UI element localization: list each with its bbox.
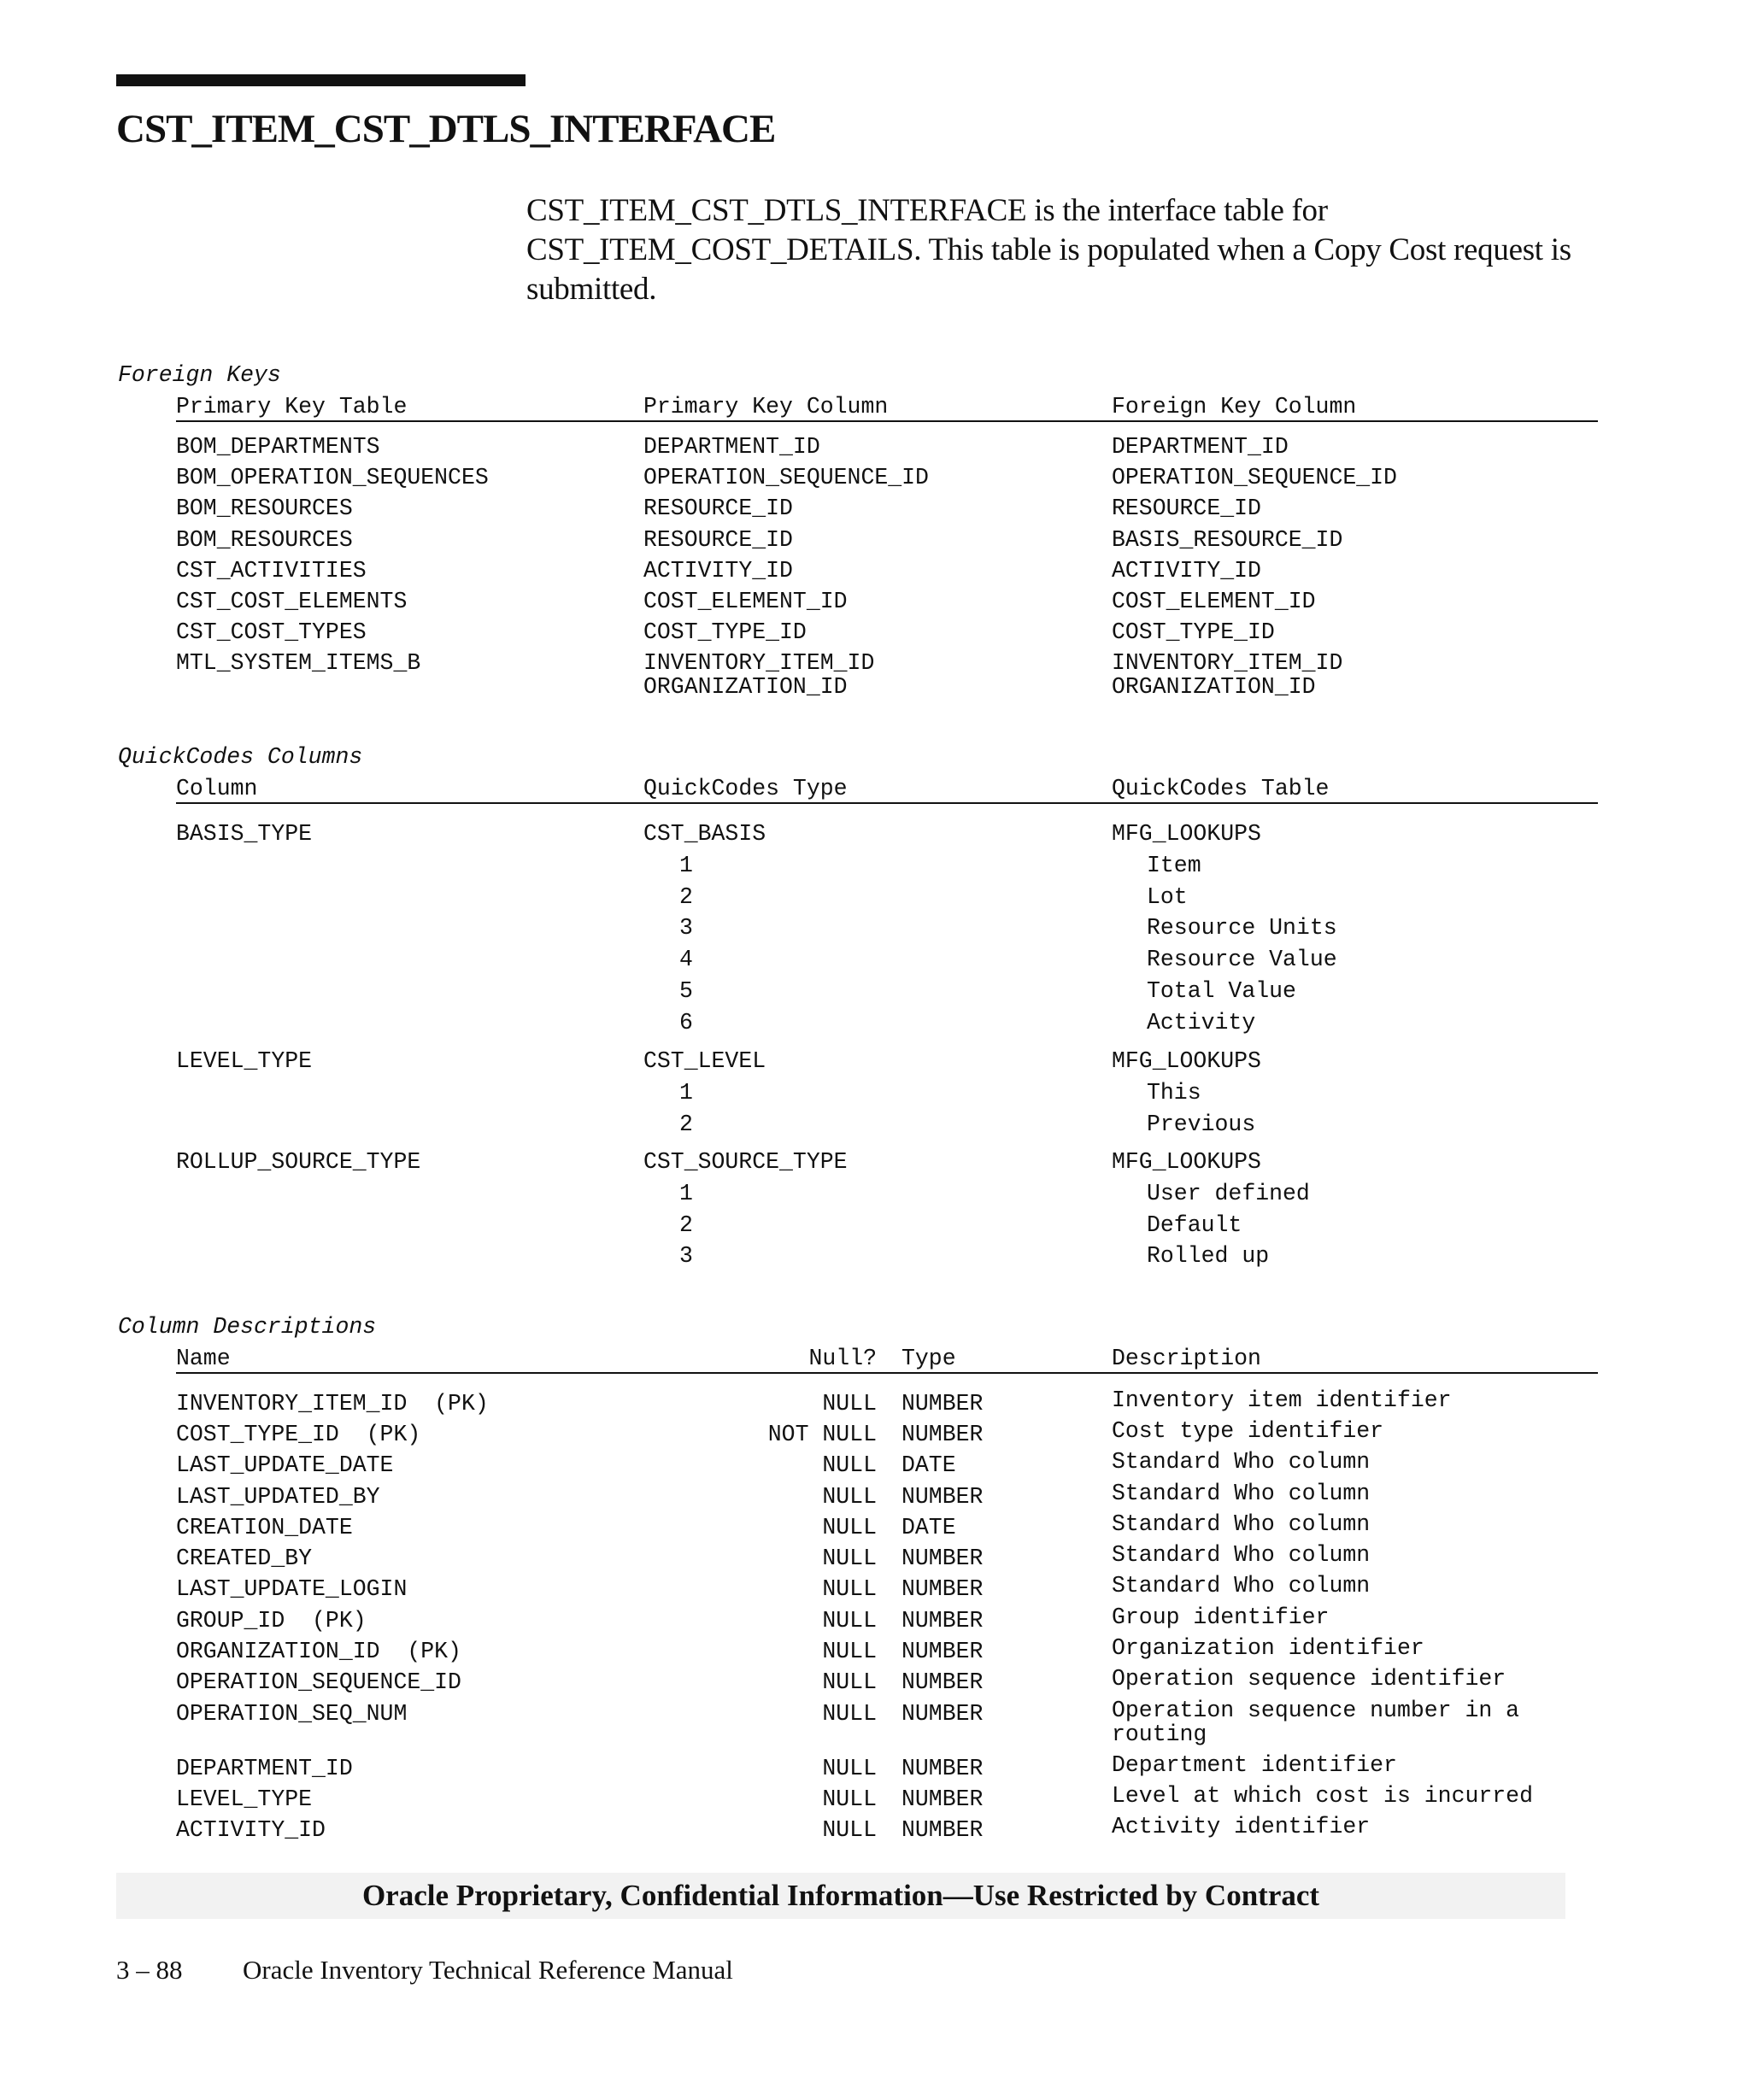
cell: Standard Who column bbox=[1112, 1481, 1371, 1506]
cell: NULL bbox=[822, 1817, 877, 1843]
cell: MFG_LOOKUPS bbox=[1112, 821, 1261, 847]
page-number: 3 – 88 bbox=[116, 1955, 183, 1985]
cell: Standard Who column bbox=[1112, 1449, 1371, 1475]
confidential-banner: Oracle Proprietary, Confidential Information––Use Restricted by Contract bbox=[116, 1873, 1565, 1919]
table-row bbox=[0, 617, 1750, 648]
cell: NUMBER bbox=[901, 1817, 984, 1843]
code: 2 bbox=[679, 1212, 693, 1238]
cell: Standard Who column bbox=[1112, 1542, 1371, 1568]
table-row bbox=[0, 1481, 1750, 1512]
table-row bbox=[0, 555, 1750, 586]
cell: LEVEL_TYPE bbox=[176, 1048, 313, 1074]
table-row bbox=[0, 1698, 1750, 1747]
quickcode-value bbox=[0, 1109, 1750, 1140]
cell: LAST_UPDATE_LOGIN bbox=[176, 1576, 408, 1602]
cell: DATE bbox=[901, 1452, 956, 1478]
cell: Standard Who column bbox=[1112, 1511, 1371, 1537]
table-row bbox=[0, 1419, 1750, 1450]
code: 3 bbox=[679, 915, 693, 941]
header-cell: Description bbox=[1112, 1346, 1261, 1371]
table-header bbox=[0, 1343, 1750, 1374]
table-row bbox=[0, 1605, 1750, 1636]
cell: OPERATION_SEQUENCE_ID bbox=[176, 1669, 461, 1695]
cell: BOM_OPERATION_SEQUENCES bbox=[176, 465, 489, 490]
cell: OPERATION_SEQUENCE_ID bbox=[1112, 465, 1397, 490]
cell: NUMBER bbox=[901, 1786, 984, 1812]
cell: NUMBER bbox=[901, 1756, 984, 1781]
header-cell: Name bbox=[176, 1346, 231, 1371]
header-cell: Column bbox=[176, 776, 258, 801]
cell: COST_ELEMENT_ID bbox=[1112, 589, 1316, 614]
quickcode-value bbox=[0, 1241, 1750, 1271]
code: 1 bbox=[679, 1181, 693, 1206]
code: 2 bbox=[679, 884, 693, 910]
quickcode-value bbox=[0, 882, 1750, 912]
code: 4 bbox=[679, 947, 693, 972]
table-row bbox=[0, 493, 1750, 524]
meaning: Item bbox=[1147, 853, 1201, 878]
table-header bbox=[0, 773, 1750, 804]
cell: ORGANIZATION_ID (PK) bbox=[176, 1639, 461, 1664]
cell: NUMBER bbox=[901, 1576, 984, 1602]
quickcode-value bbox=[0, 1210, 1750, 1241]
cell: NUMBER bbox=[901, 1422, 984, 1447]
table-row bbox=[0, 1388, 1750, 1419]
cell: Standard Who column bbox=[1112, 1573, 1371, 1598]
table-row bbox=[0, 431, 1750, 462]
cell: BASIS_TYPE bbox=[176, 821, 313, 847]
cell: NULL bbox=[822, 1484, 877, 1510]
cell: CST_SOURCE_TYPE bbox=[643, 1149, 848, 1175]
cell: CREATION_DATE bbox=[176, 1515, 353, 1540]
cell: RESOURCE_ID bbox=[1112, 496, 1261, 521]
quickcode-group bbox=[0, 1147, 1750, 1177]
cell: NUMBER bbox=[901, 1608, 984, 1634]
cell: CST_COST_TYPES bbox=[176, 619, 367, 645]
cell: INVENTORY_ITEM_ID bbox=[643, 650, 875, 676]
cell: RESOURCE_ID bbox=[643, 496, 793, 521]
cell: ACTIVITY_ID bbox=[1112, 558, 1261, 584]
foreign-keys-title: Foreign Keys bbox=[118, 362, 281, 388]
table-row bbox=[0, 648, 1750, 699]
code: 6 bbox=[679, 1010, 693, 1035]
cell: NULL bbox=[822, 1515, 877, 1540]
cell: LAST_UPDATE_DATE bbox=[176, 1452, 394, 1478]
cell: BOM_RESOURCES bbox=[176, 527, 353, 553]
quickcode-value bbox=[0, 850, 1750, 881]
cell: LAST_UPDATED_BY bbox=[176, 1484, 380, 1510]
cell: INVENTORY_ITEM_ID (PK) bbox=[176, 1391, 489, 1417]
intro-paragraph: CST_ITEM_CST_DTLS_INTERFACE is the interface table for CST_ITEM_COST_DETAILS. This table is populated when a Copy Cost request is submitted. bbox=[526, 193, 1571, 307]
cell: ROLLUP_SOURCE_TYPE bbox=[176, 1149, 421, 1175]
cell: DEPARTMENT_ID bbox=[1112, 434, 1289, 460]
cell: NUMBER bbox=[901, 1669, 984, 1695]
cell: NULL bbox=[822, 1756, 877, 1781]
quickcode-value bbox=[0, 1178, 1750, 1209]
cell: OPERATION_SEQUENCE_ID bbox=[643, 465, 929, 490]
cell: CST_BASIS bbox=[643, 821, 766, 847]
cell: ORGANIZATION_ID bbox=[1112, 674, 1316, 700]
meaning: This bbox=[1147, 1080, 1201, 1106]
cell: OPERATION_SEQ_NUM bbox=[176, 1701, 408, 1727]
cell: NUMBER bbox=[901, 1391, 984, 1417]
cell: NULL bbox=[822, 1391, 877, 1417]
header-rule bbox=[176, 1372, 1598, 1374]
code: 1 bbox=[679, 853, 693, 878]
table-row bbox=[0, 462, 1750, 493]
header-rule bbox=[176, 420, 1598, 422]
cell: DEPARTMENT_ID bbox=[643, 434, 820, 460]
table-row bbox=[0, 525, 1750, 555]
cell: Cost type identifier bbox=[1112, 1418, 1384, 1444]
cell: ACTIVITY_ID bbox=[643, 558, 793, 584]
header-cell: QuickCodes Table bbox=[1112, 776, 1330, 801]
meaning: Total Value bbox=[1147, 978, 1296, 1004]
header-cell: Primary Key Column bbox=[643, 394, 889, 419]
cell: Operation sequence identifier bbox=[1112, 1666, 1506, 1692]
quickcode-value bbox=[0, 976, 1750, 1006]
cell: RESOURCE_ID bbox=[643, 527, 793, 553]
cell: NUMBER bbox=[901, 1701, 984, 1727]
cell: DEPARTMENT_ID bbox=[176, 1756, 353, 1781]
cell: Operation sequence number in a routing bbox=[1112, 1698, 1520, 1747]
table-row bbox=[0, 1784, 1750, 1815]
code: 3 bbox=[679, 1243, 693, 1269]
meaning: Activity bbox=[1147, 1010, 1256, 1035]
quickcode-group bbox=[0, 818, 1750, 849]
cell: Activity identifier bbox=[1112, 1814, 1371, 1839]
cell: NULL bbox=[822, 1452, 877, 1478]
column-descriptions-title: Column Descriptions bbox=[118, 1314, 377, 1340]
page-title: CST_ITEM_CST_DTLS_INTERFACE bbox=[116, 107, 776, 151]
quickcode-value bbox=[0, 1007, 1750, 1038]
cell: Group identifier bbox=[1112, 1604, 1330, 1630]
cell: MFG_LOOKUPS bbox=[1112, 1048, 1261, 1074]
table-row bbox=[0, 1667, 1750, 1698]
cell: NUMBER bbox=[901, 1484, 984, 1510]
quickcodes-title: QuickCodes Columns bbox=[118, 744, 363, 770]
header-cell: Type bbox=[901, 1346, 956, 1371]
cell: COST_TYPE_ID (PK) bbox=[176, 1422, 421, 1447]
quickcode-group bbox=[0, 1046, 1750, 1076]
table-row bbox=[0, 1753, 1750, 1784]
code: 1 bbox=[679, 1080, 693, 1106]
cell: ORGANIZATION_ID bbox=[643, 674, 848, 700]
quickcode-value bbox=[0, 944, 1750, 975]
header-rule bbox=[176, 802, 1598, 804]
cell: INVENTORY_ITEM_ID bbox=[1112, 650, 1343, 676]
cell: MTL_SYSTEM_ITEMS_B bbox=[176, 650, 421, 676]
meaning: Resource Units bbox=[1147, 915, 1337, 941]
cell: COST_ELEMENT_ID bbox=[643, 589, 848, 614]
cell: BOM_RESOURCES bbox=[176, 496, 353, 521]
cell: NULL bbox=[822, 1786, 877, 1812]
code: 2 bbox=[679, 1112, 693, 1137]
cell: MFG_LOOKUPS bbox=[1112, 1149, 1261, 1175]
meaning: User defined bbox=[1147, 1181, 1310, 1206]
cell: Inventory item identifier bbox=[1112, 1387, 1452, 1413]
header-cell: Null? bbox=[808, 1346, 877, 1371]
cell: NULL bbox=[822, 1701, 877, 1727]
cell: CREATED_BY bbox=[176, 1546, 313, 1571]
table-row bbox=[0, 1815, 1750, 1845]
cell: CST_ACTIVITIES bbox=[176, 558, 367, 584]
code: 5 bbox=[679, 978, 693, 1004]
cell: COST_TYPE_ID bbox=[1112, 619, 1275, 645]
table-row bbox=[0, 1574, 1750, 1604]
cell: NULL bbox=[822, 1669, 877, 1695]
cell: Level at which cost is incurred bbox=[1112, 1783, 1533, 1809]
cell: GROUP_ID (PK) bbox=[176, 1608, 367, 1634]
meaning: Resource Value bbox=[1147, 947, 1337, 972]
cell: BASIS_RESOURCE_ID bbox=[1112, 527, 1343, 553]
table-header bbox=[0, 391, 1750, 422]
header-cell: Primary Key Table bbox=[176, 394, 408, 419]
cell: NULL bbox=[822, 1546, 877, 1571]
cell: CST_LEVEL bbox=[643, 1048, 766, 1074]
table-row bbox=[0, 586, 1750, 617]
header-cell: Foreign Key Column bbox=[1112, 394, 1357, 419]
quickcode-value bbox=[0, 1077, 1750, 1108]
cell: BOM_DEPARTMENTS bbox=[176, 434, 380, 460]
cell: NOT NULL bbox=[767, 1422, 877, 1447]
header-cell: QuickCodes Type bbox=[643, 776, 848, 801]
meaning: Previous bbox=[1147, 1112, 1256, 1137]
table-row bbox=[0, 1450, 1750, 1481]
cell: Organization identifier bbox=[1112, 1635, 1424, 1661]
cell: Department identifier bbox=[1112, 1752, 1397, 1778]
table-row bbox=[0, 1543, 1750, 1574]
cell: CST_COST_ELEMENTS bbox=[176, 589, 408, 614]
cell: NULL bbox=[822, 1608, 877, 1634]
cell: NULL bbox=[822, 1576, 877, 1602]
table-row bbox=[0, 1636, 1750, 1667]
table-row bbox=[0, 1512, 1750, 1543]
cell: COST_TYPE_ID bbox=[643, 619, 807, 645]
meaning: Default bbox=[1147, 1212, 1242, 1238]
meaning: Lot bbox=[1147, 884, 1188, 910]
manual-title: Oracle Inventory Technical Reference Manual bbox=[243, 1955, 733, 1985]
title-rule-bar bbox=[116, 74, 526, 86]
quickcode-value bbox=[0, 912, 1750, 943]
cell: NUMBER bbox=[901, 1639, 984, 1664]
cell: DATE bbox=[901, 1515, 956, 1540]
cell: NULL bbox=[822, 1639, 877, 1664]
cell: NUMBER bbox=[901, 1546, 984, 1571]
cell: LEVEL_TYPE bbox=[176, 1786, 313, 1812]
meaning: Rolled up bbox=[1147, 1243, 1270, 1269]
cell: ACTIVITY_ID bbox=[176, 1817, 326, 1843]
